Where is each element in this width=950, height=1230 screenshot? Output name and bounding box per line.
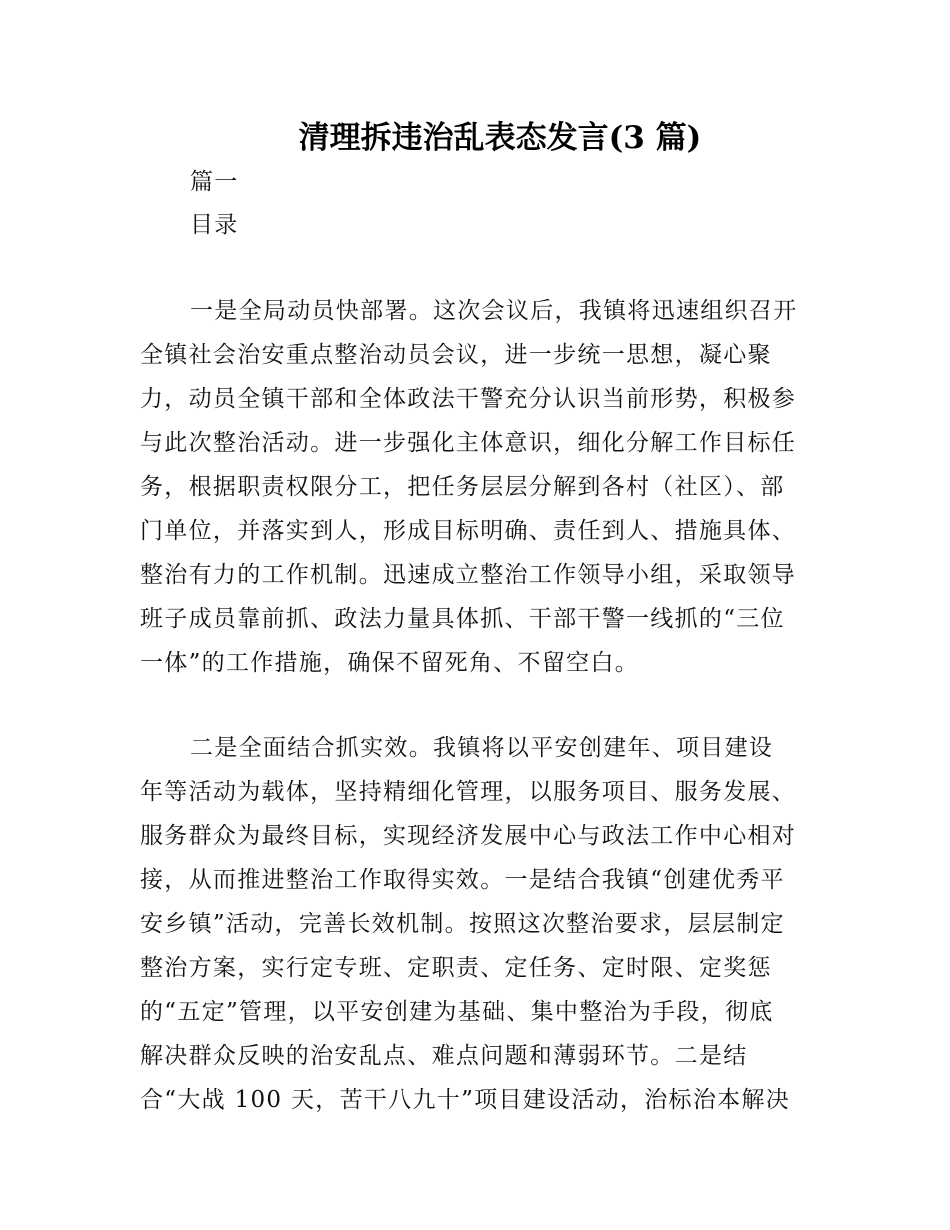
paragraph-2-line: 二是全面结合抓实效。我镇将以平安创建年、项目建设: [190, 735, 774, 761]
paragraph-2-line: 年等活动为载体，坚持精细化管理，以服务项目、服务发展、: [140, 779, 797, 805]
paragraph-1-line: 与此次整治活动。进一步强化主体意识，细化分解工作目标任: [140, 430, 797, 456]
paragraph-2-line: 接，从而推进整治工作取得实效。一是结合我镇“创建优秀平: [140, 867, 785, 893]
toc-label: 目录: [190, 212, 239, 238]
paragraph-1-line: 全镇社会治安重点整治动员会议，进一步统一思想，凝心聚: [140, 342, 772, 368]
document-title: 清理拆违治乱表态发言(3 篇): [298, 120, 702, 156]
paragraph-1-line: 一体”的工作措施，确保不留死角、不留空白。: [140, 650, 640, 676]
paragraph-1-line: 整治有力的工作机制。迅速成立整治工作领导小组，采取领导: [140, 562, 797, 588]
paragraph-1-line: 班子成员靠前抓、政法力量具体抓、干部干警一线抓的“三位: [140, 606, 785, 632]
section-label: 篇一: [190, 169, 239, 195]
paragraph-1-line: 务，根据职责权限分工，把任务层层分解到各村（社区）、部: [140, 474, 785, 500]
paragraph-2-line: 的“五定”管理，以平安创建为基础、集中整治为手段，彻底: [140, 999, 774, 1025]
paragraph-2-line: 解决群众反映的治安乱点、难点问题和薄弱环节。二是结: [140, 1043, 748, 1069]
paragraph-1-line: 一是全局动员快部署。这次会议后，我镇将迅速组织召开: [190, 298, 798, 324]
paragraph-2-line: 整治方案，实行定专班、定职责、定任务、定时限、定奖惩: [140, 955, 772, 981]
paragraph-1-line: 力，动员全镇干部和全体政法干警充分认识当前形势，积极参: [140, 386, 797, 412]
paragraph-2-line: 服务群众为最终目标，实现经济发展中心与政法工作中心相对: [140, 823, 797, 849]
paragraph-2-line: 安乡镇”活动，完善长效机制。按照这次整治要求，层层制定: [140, 911, 785, 937]
paragraph-1-line: 门单位，并落实到人，形成目标明确、责任到人、措施具体、: [140, 518, 797, 544]
paragraph-2-line: 合“大战 100 天，苦干八九十”项目建设活动，治标治本解决: [140, 1087, 791, 1113]
